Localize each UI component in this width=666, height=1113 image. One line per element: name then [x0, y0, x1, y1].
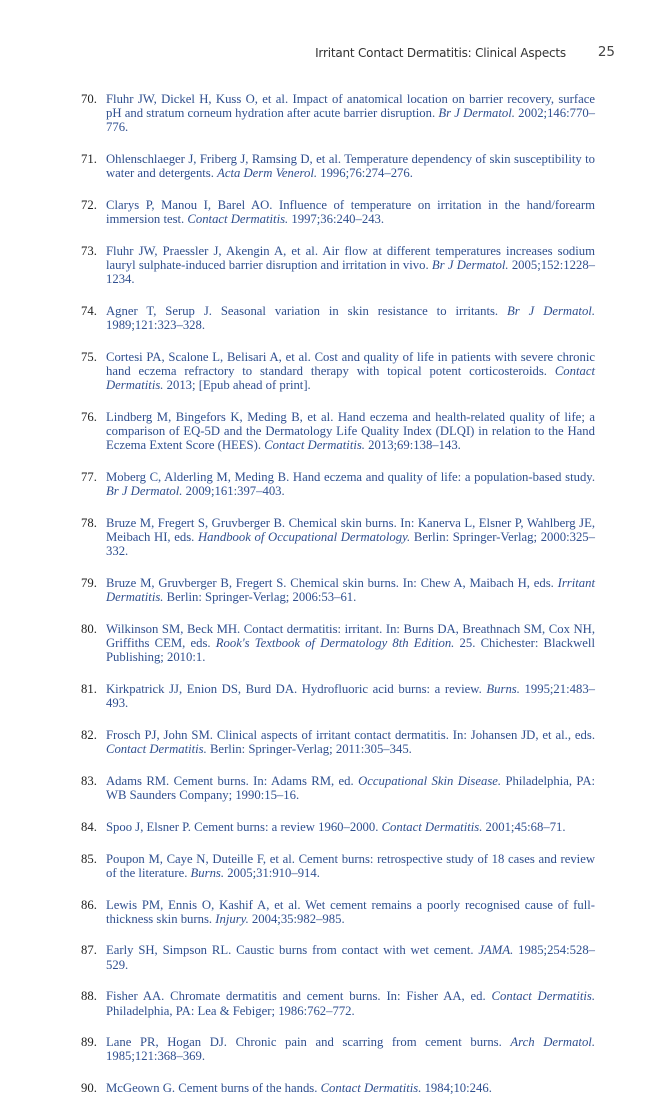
reference-link[interactable] [106, 576, 595, 604]
reference-journal: Rook's Textbook of Dermatology 8th Edition. [215, 636, 455, 651]
reference-number: 85. [81, 851, 97, 866]
reference-item [75, 622, 595, 665]
reference-details: 1997;36:240–243. [291, 212, 385, 227]
reference-item [75, 852, 595, 880]
reference-item [75, 820, 595, 834]
reference-journal: Br J Dermatol. [507, 304, 595, 319]
reference-journal: Burns. [486, 682, 520, 697]
reference-number: 74. [81, 304, 97, 319]
reference-number: 72. [81, 198, 97, 213]
reference-journal: Br J Dermatol. [431, 258, 509, 273]
reference-number: 90. [81, 1081, 97, 1096]
reference-authors-title: Bruze M, Gruvberger B, Fregert S. Chemical skin burns. In: Chew A, Maibach H, eds. [106, 576, 554, 591]
reference-authors-title: Fisher AA. Chromate dermatitis and cement burns. In: Fisher AA, ed. [106, 989, 486, 1004]
reference-number: 80. [81, 622, 97, 637]
reference-journal: Contact Dermatitis. [381, 819, 483, 834]
reference-item [75, 470, 595, 498]
reference-authors-title: Clarys P, Manou I, Barel AO. Influence of temperature on irritation in the hand/forearm immersion test. [106, 198, 595, 227]
reference-details: 1984;10:246. [424, 1081, 492, 1096]
reference-link[interactable] [106, 304, 595, 332]
reference-item [75, 410, 595, 453]
reference-item [75, 516, 595, 559]
reference-list [75, 92, 595, 1113]
reference-details: 2005;31:910–914. [227, 865, 320, 880]
reference-journal: Contact Dermatitis. [106, 742, 207, 757]
reference-number: 81. [81, 682, 97, 697]
reference-authors-title: McGeown G. Cement burns of the hands. [106, 1081, 318, 1096]
reference-number: 71. [81, 152, 97, 167]
reference-details: 2002;146:770–776. [106, 106, 596, 135]
reference-number: 83. [81, 774, 97, 788]
reference-link[interactable] [106, 350, 595, 392]
reference-item [75, 1081, 595, 1095]
reference-details: 1995;21:483–493. [106, 682, 596, 711]
reference-authors-title: Ohlenschlaeger J, Friberg J, Ramsing D, et al. Temperature dependency of skin susceptibility to water and detergents. [106, 152, 595, 181]
reference-details: 2013; [Epub ahead of print]. [166, 378, 311, 393]
reference-number: 75. [81, 349, 97, 364]
reference-details: 2001;45:68–71. [485, 819, 566, 834]
reference-link[interactable] [106, 198, 595, 226]
reference-journal: JAMA. [478, 943, 514, 958]
reference-journal: Contact Dermatitis. [320, 1081, 422, 1096]
reference-authors-title: Fluhr JW, Praessler J, Akengin A, et al. Air flow at different temperatures increases sodium lauryl sulphate-induced barrier disruption and irritation in vivo. [106, 243, 595, 273]
reference-link[interactable] [106, 410, 595, 452]
reference-details: Philadelphia, PA: WB Saunders Company; 1990:15–16. [106, 774, 596, 803]
reference-item [75, 304, 595, 332]
reference-item [75, 682, 595, 710]
reference-authors-title: Spoo J, Elsner P. Cement burns: a review 1960–2000. [106, 819, 379, 834]
reference-number: 79. [81, 576, 97, 591]
reference-item [75, 152, 595, 180]
reference-journal: Br J Dermatol. [438, 106, 515, 121]
reference-item [75, 989, 595, 1017]
reference-number: 73. [81, 243, 97, 258]
reference-journal: Occupational Skin Disease. [358, 774, 502, 788]
reference-details: 2009;161:397–403. [185, 484, 285, 499]
reference-item [75, 576, 595, 604]
reference-authors-title: Agner T, Serup J. Seasonal variation in skin resistance to irritants. [106, 304, 499, 319]
reference-details: 25. Chichester: Blackwell Publishing; 2010:1. [106, 636, 595, 665]
reference-link[interactable] [106, 682, 595, 710]
reference-link[interactable] [106, 1035, 595, 1063]
reference-authors-title: Wilkinson SM, Beck MH. Contact dermatitis: irritant. In: Burns DA, Breathnach SM, Cox NH, Griffiths CEM, eds. [106, 622, 595, 651]
reference-number: 78. [81, 516, 97, 531]
reference-authors-title: Early SH, Simpson RL. Caustic burns from contact with wet cement. [106, 943, 474, 958]
reference-details: 1985;121:368–369. [106, 1049, 206, 1064]
reference-item [75, 728, 595, 756]
reference-number: 77. [81, 470, 97, 485]
reference-authors-title: Frosch PJ, John SM. Clinical aspects of irritant contact dermatitis. In: Johansen JD, et al., eds. [106, 728, 595, 743]
reference-details: Philadelphia, PA: Lea & Febiger; 1986:762–772. [106, 1003, 355, 1018]
reference-link[interactable] [106, 152, 595, 180]
reference-details: 1996;76:274–276. [320, 166, 413, 181]
reference-authors-title: Poupon M, Caye N, Duteille F, et al. Cement burns: retrospective study of 18 cases and review of the literature. [106, 851, 595, 880]
reference-journal: Contact Dermatitis. [187, 212, 289, 227]
reference-details: 2004;35:982–985. [251, 911, 345, 926]
reference-journal: Burns. [190, 865, 225, 880]
reference-journal: Contact Dermatitis. [106, 364, 596, 393]
reference-journal: Injury. [215, 911, 249, 926]
reference-details: 1985;254:528–529. [106, 943, 596, 972]
reference-authors-title: Adams RM. Cement burns. In: Adams RM, ed. [106, 774, 354, 788]
reference-journal: Handbook of Occupational Dermatology. [198, 530, 411, 545]
reference-journal: Contact Dermatitis. [491, 989, 596, 1004]
reference-authors-title: Bruze M, Fregert S, Gruvberger B. Chemical skin burns. In: Kanerva L, Elsner P, Wahlberg JE, Meibach HI, eds. [106, 516, 595, 545]
reference-authors-title: Fluhr JW, Dickel H, Kuss O, et al. Impact of anatomical location on barrier recovery, surface pH and stratum corneum hydration after acute barrier disruption. [106, 92, 595, 121]
reference-link[interactable] [106, 1081, 492, 1095]
running-title: Irritant Contact Dermatitis: Clinical Aspects [315, 46, 566, 60]
reference-item [75, 898, 595, 926]
reference-number: 70. [81, 92, 97, 106]
running-header [0, 44, 666, 64]
reference-item [75, 92, 595, 135]
reference-details: 2005;152:1228–1234. [106, 258, 596, 287]
reference-item [75, 774, 595, 802]
reference-link[interactable] [106, 820, 566, 834]
reference-link[interactable] [106, 244, 595, 286]
reference-journal: Arch Dermatol. [510, 1035, 595, 1050]
reference-details: 2013;69:138–143. [368, 438, 461, 453]
reference-item [75, 943, 595, 971]
reference-number: 86. [81, 897, 97, 912]
reference-journal: Contact Dermatitis. [264, 438, 365, 453]
reference-authors-title: Kirkpatrick JJ, Enion DS, Burd DA. Hydrofluoric acid burns: a review. [106, 682, 482, 697]
reference-item [75, 1035, 595, 1063]
reference-link[interactable] [106, 728, 595, 756]
reference-journal: Irritant Dermatitis. [106, 576, 596, 605]
reference-journal: Acta Derm Venerol. [217, 166, 318, 181]
reference-authors-title: Moberg C, Alderling M, Meding B. Hand eczema and quality of life: a population-based study. [106, 470, 595, 485]
reference-link[interactable] [106, 774, 595, 802]
reference-authors-title: Cortesi PA, Scalone L, Belisari A, et al. Cost and quality of life in patients with severe chronic hand eczema refractory to standard therapy with topical potent corticosteroids. [106, 349, 595, 379]
reference-link[interactable] [106, 622, 595, 664]
page-number: 25 [597, 44, 615, 60]
reference-number: 89. [81, 1035, 97, 1050]
reference-item [75, 350, 595, 393]
reference-details: 1989;121:323–328. [106, 318, 206, 333]
reference-number: 88. [81, 989, 97, 1004]
reference-journal: Br J Dermatol. [106, 484, 183, 499]
reference-authors-title: Lindberg M, Bingefors K, Meding B, et al. Hand eczema and health-related quality of life; a comparison of EQ-5D and the Dermatology Life Quality Index (DLQI) in relation to the Hand Eczema Extent Score (HEES). [106, 410, 595, 453]
reference-item [75, 244, 595, 287]
reference-link[interactable] [106, 898, 595, 926]
reference-number: 84. [81, 819, 97, 834]
reference-link[interactable] [106, 92, 595, 134]
reference-details: Berlin: Springer-Verlag; 2000:325–332. [106, 530, 595, 559]
reference-number: 87. [81, 943, 97, 958]
reference-number: 76. [81, 410, 97, 425]
reference-link[interactable] [106, 470, 595, 498]
reference-link[interactable] [106, 516, 595, 558]
reference-details: Berlin: Springer-Verlag; 2011:305–345. [209, 742, 412, 757]
reference-link[interactable] [106, 989, 595, 1017]
reference-item [75, 198, 595, 226]
reference-authors-title: Lewis PM, Ennis O, Kashif A, et al. Wet cement remains a poorly recognised cause of full-thickness skin burns. [106, 897, 595, 926]
reference-authors-title: Lane PR, Hogan DJ. Chronic pain and scarring from cement burns. [106, 1035, 502, 1050]
reference-link[interactable] [106, 852, 595, 880]
reference-link[interactable] [106, 943, 595, 971]
reference-details: Berlin: Springer-Verlag; 2006:53–61. [166, 590, 357, 605]
reference-number: 82. [81, 728, 97, 743]
